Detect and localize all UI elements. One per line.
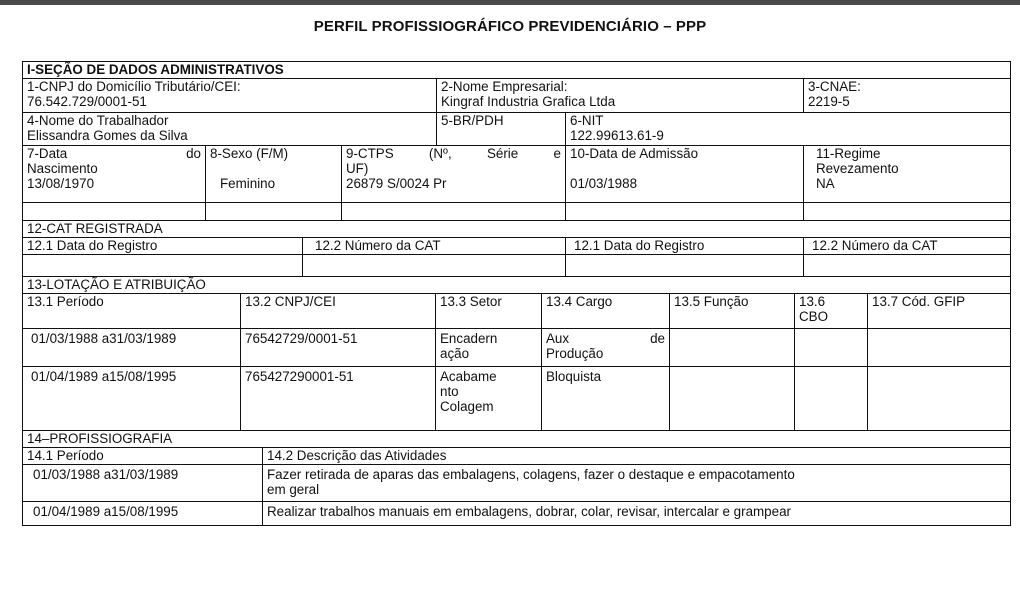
regime-label-line2: Revezamento — [816, 161, 899, 176]
periodo-cell: 01/04/1989 a15/08/1995 — [23, 367, 241, 431]
cargo-cell: Bloquista — [542, 367, 670, 431]
nome-trabalhador-label: 4-Nome do Trabalhador — [27, 113, 169, 128]
section-dados-administrativos — [22, 61, 1011, 221]
data-admissao-cell — [566, 146, 804, 203]
periodo-header: 13.1 Período — [23, 294, 241, 329]
section-header: 14–PROFISSIOGRAFIA — [23, 431, 1011, 448]
document-title: PERFIL PROFISSIOGRÁFICO PREVIDENCIÁRIO – PPP — [313, 18, 707, 35]
cargo-header: 13.4 Cargo — [542, 294, 670, 329]
table-row — [23, 502, 1011, 526]
nome-empresarial-label: 2-Nome Empresarial: — [441, 79, 568, 94]
table-row — [23, 367, 1011, 431]
descricao-line: Realizar trabalhos manuais em embalagens, dobrar, colar, revisar, intercalar e grampear — [267, 504, 791, 519]
nome-empresarial-cell — [437, 79, 804, 113]
data-nascimento-cell — [23, 146, 206, 203]
empty-cell — [23, 255, 303, 277]
sexo-value: Feminino — [220, 176, 276, 191]
setor-line: nto — [440, 384, 459, 399]
nascimento-value: 13/08/1970 — [27, 176, 95, 191]
cargo-part: de — [650, 331, 665, 346]
empty-cell — [868, 329, 1011, 367]
cargo-part: Aux — [546, 331, 570, 346]
cnpj-cell: 76542729/0001-51 — [241, 329, 436, 367]
setor-header: 13.3 Setor — [436, 294, 542, 329]
section-header: 13-LOTAÇÃO E ATRIBUIÇÃO — [23, 277, 1011, 294]
nome-trabalhador-value: Elissandra Gomes da Silva — [27, 128, 188, 143]
descricao-cell — [263, 465, 1011, 502]
setor-line: Acabame — [440, 369, 497, 384]
cbo-header — [795, 294, 868, 329]
descricao-line: em geral — [267, 482, 320, 497]
table-row — [23, 465, 1011, 502]
setor-line: Colagem — [440, 399, 494, 414]
sexo-cell — [206, 146, 342, 203]
nome-trabalhador-cell — [23, 113, 437, 146]
section-profissiografia — [22, 430, 1011, 526]
empty-cell — [795, 329, 868, 367]
setor-cell — [436, 367, 542, 431]
descricao-header: 14.2 Descrição das Atividades — [263, 448, 1011, 465]
empty-cell — [566, 255, 804, 277]
gfip-header: 13.7 Cód. GFIP — [868, 294, 1011, 329]
empty-cell — [342, 203, 566, 221]
cnae-cell — [804, 79, 1011, 113]
admissao-label: 10-Data de Admissão — [570, 146, 699, 161]
admissao-value: 01/03/1988 — [570, 176, 638, 191]
br-pdh-cell — [437, 113, 566, 146]
nascimento-label-part: 7-Data — [27, 146, 68, 161]
section-header: 12-CAT REGISTRADA — [23, 221, 1011, 238]
cnpj-label: 1-CNPJ do Domicílio Tributário/CEI: — [27, 79, 241, 94]
regime-value: NA — [816, 176, 835, 191]
setor-line: Encadern — [440, 331, 498, 346]
funcao-header: 13.5 Função — [670, 294, 795, 329]
cnae-label: 3-CNAE: — [808, 79, 861, 94]
br-pdh-label: 5-BR/PDH — [441, 113, 504, 128]
empty-cell — [670, 329, 795, 367]
ctps-cell — [342, 146, 566, 203]
cnpj-value: 76.542.729/0001-51 — [27, 94, 147, 109]
cbo-header-line2: CBO — [799, 309, 829, 324]
descricao-cell — [263, 502, 1011, 526]
cnpj-cell: 765427290001-51 — [241, 367, 436, 431]
cnae-value: 2219-5 — [808, 94, 850, 109]
cargo-cell — [542, 329, 670, 367]
cat-data-registro-header: 12.1 Data do Registro — [566, 238, 804, 255]
cat-data-registro-header: 12.1 Data do Registro — [23, 238, 303, 255]
empty-cell — [206, 203, 342, 221]
setor-line: ação — [440, 346, 470, 361]
empty-cell — [566, 203, 804, 221]
cat-numero-header: 12.2 Número da CAT — [804, 238, 1011, 255]
ctps-label-part: (Nº, — [428, 146, 452, 161]
setor-cell — [436, 329, 542, 367]
ctps-label-line2: UF) — [346, 161, 369, 176]
empty-cell — [868, 367, 1011, 431]
section-header: I-SEÇÃO DE DADOS ADMINISTRATIVOS — [23, 62, 1011, 79]
ctps-label-part: e — [553, 146, 561, 161]
nit-label: 6-NIT — [570, 113, 604, 128]
ppp-form — [22, 62, 1010, 526]
nit-value: 122.99613.61-9 — [570, 128, 664, 143]
periodo-header: 14.1 Período — [23, 448, 263, 465]
nit-cell — [566, 113, 1011, 146]
nascimento-label-part: do — [186, 146, 201, 161]
empty-cell — [804, 203, 1011, 221]
descricao-line: Fazer retirada de aparas das embalagens, colagens, fazer o destaque e empacotamento — [267, 467, 795, 482]
cat-numero-header: 12.2 Número da CAT — [303, 238, 566, 255]
empty-cell — [804, 255, 1011, 277]
cnpj-cei-header: 13.2 CNPJ/CEI — [241, 294, 436, 329]
section-cat-registrada — [22, 220, 1011, 277]
cnpj-domicilio-cell — [23, 79, 437, 113]
empty-cell — [23, 203, 206, 221]
empty-cell — [303, 255, 566, 277]
cargo-line: Produção — [546, 346, 604, 361]
regime-revezamento-cell — [804, 146, 1011, 203]
top-border-band — [0, 0, 1020, 5]
section-lotacao-atribuicao — [22, 276, 1011, 431]
empty-cell — [670, 367, 795, 431]
periodo-cell: 01/04/1989 a15/08/1995 — [23, 502, 263, 526]
cbo-header-line1: 13.6 — [799, 294, 826, 309]
sexo-label: 8-Sexo (F/M) — [210, 146, 289, 161]
periodo-cell: 01/03/1988 a31/03/1989 — [23, 465, 263, 502]
nascimento-label-line2: Nascimento — [27, 161, 98, 176]
table-row — [23, 329, 1011, 367]
regime-label: 11-Regime — [816, 146, 881, 161]
nome-empresarial-value: Kingraf Industria Grafica Ltda — [441, 94, 616, 109]
ctps-label-part: Série — [486, 146, 519, 161]
periodo-cell: 01/03/1988 a31/03/1989 — [23, 329, 241, 367]
ctps-value: 26879 S/0024 Pr — [346, 176, 447, 191]
ctps-label-part: 9-CTPS — [346, 146, 394, 161]
empty-cell — [795, 367, 868, 431]
